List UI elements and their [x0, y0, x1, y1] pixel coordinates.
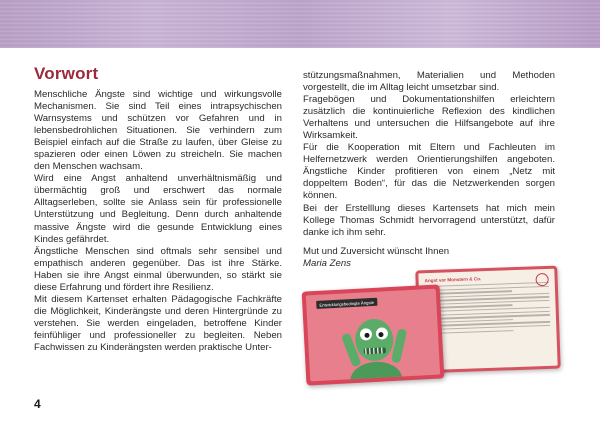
paragraph: stützungsmaßnahmen, Materialien und Methoden vorgestellt, die im Alltag leicht umsetzbar sind.	[303, 70, 555, 94]
right-column	[303, 70, 555, 270]
card-category-tag: Entwicklungsbedingte Ängste	[316, 298, 377, 309]
card-front-preview	[302, 284, 445, 385]
page-title: Vorwort	[34, 64, 99, 83]
card-badge-icon	[535, 273, 548, 286]
paragraph: Ängstliche Menschen sind oftmals sehr sensibel und empathisch anderen gegenüber. Das ist ihre Stärke. Haben sie ihre Angst einmal überwunden, so stärkt sie diese Erfahrung und fördert ihre Resilienz.	[34, 245, 282, 293]
paragraph: Menschliche Ängste sind wichtige und wirkungsvolle Mechanismen. Sie sind Teil eines intrapsychischen Warnsystems und schützen vor Gefahren und in lebensbedrohlichen Situationen. Sie verhindern zum Beispiel einfach auf die Straße zu laufen, über Gleise zu spazieren oder einen Löwen zu streicheln. Sie machen den Menschen wachsam.	[34, 89, 282, 173]
closing-line: Mut und Zuversicht wünscht Ihnen	[303, 245, 450, 257]
left-column	[34, 64, 282, 354]
paragraph: Wird eine Angst anhaltend unverhältnismäßig und übermächtig groß und erschwert das normale Alltagserleben, sollte sie Anlass sein für professionelle Unterstützung und Begleitung. Denn durch anhaltende massive Ängste wird die gesunde Entwicklung eines Kindes gefährdet.	[34, 173, 282, 245]
paragraph: Fragebögen und Dokumentationshilfen erleichtern zusätzlich die kontinuierliche Reflexion des kindlichen Verhaltens und untersuchen die Hilfsangebote auf ihre Wirksamkeit.	[303, 94, 555, 142]
paragraph: Mit diesem Kartenset erhalten Pädagogische Fachkräfte die Möglichkeit, Kinderängste und deren Hintergründe zu verstehen. Sie werden eingeladen, betroffene Kinder feinfühliger und professioneller zu begleiten. Neben Fachwissen zu Kinderängsten werden praktische Unter-	[34, 293, 282, 353]
paragraph: Bei der Erstelllung dieses Kartensets hat mich mein Kollege Thomas Schmidt hervorragend unterstützt, dafür danke ich ihm sehr.	[303, 202, 555, 238]
header-band	[0, 0, 600, 48]
paragraph: Für die Kooperation mit Eltern und Fachleuten im Helfernetzwerk werden Orientierungshilfen angeboten. Ängstliche Kinder profitieren von einem „Netz mit doppeltem Boden“, für das die Netzwerkenden sorgen können.	[303, 142, 555, 202]
card-back-title: Angst vor Monstern & Co.	[424, 276, 482, 284]
author-name: Maria Zens	[303, 257, 351, 269]
page-number: 4	[34, 397, 41, 411]
